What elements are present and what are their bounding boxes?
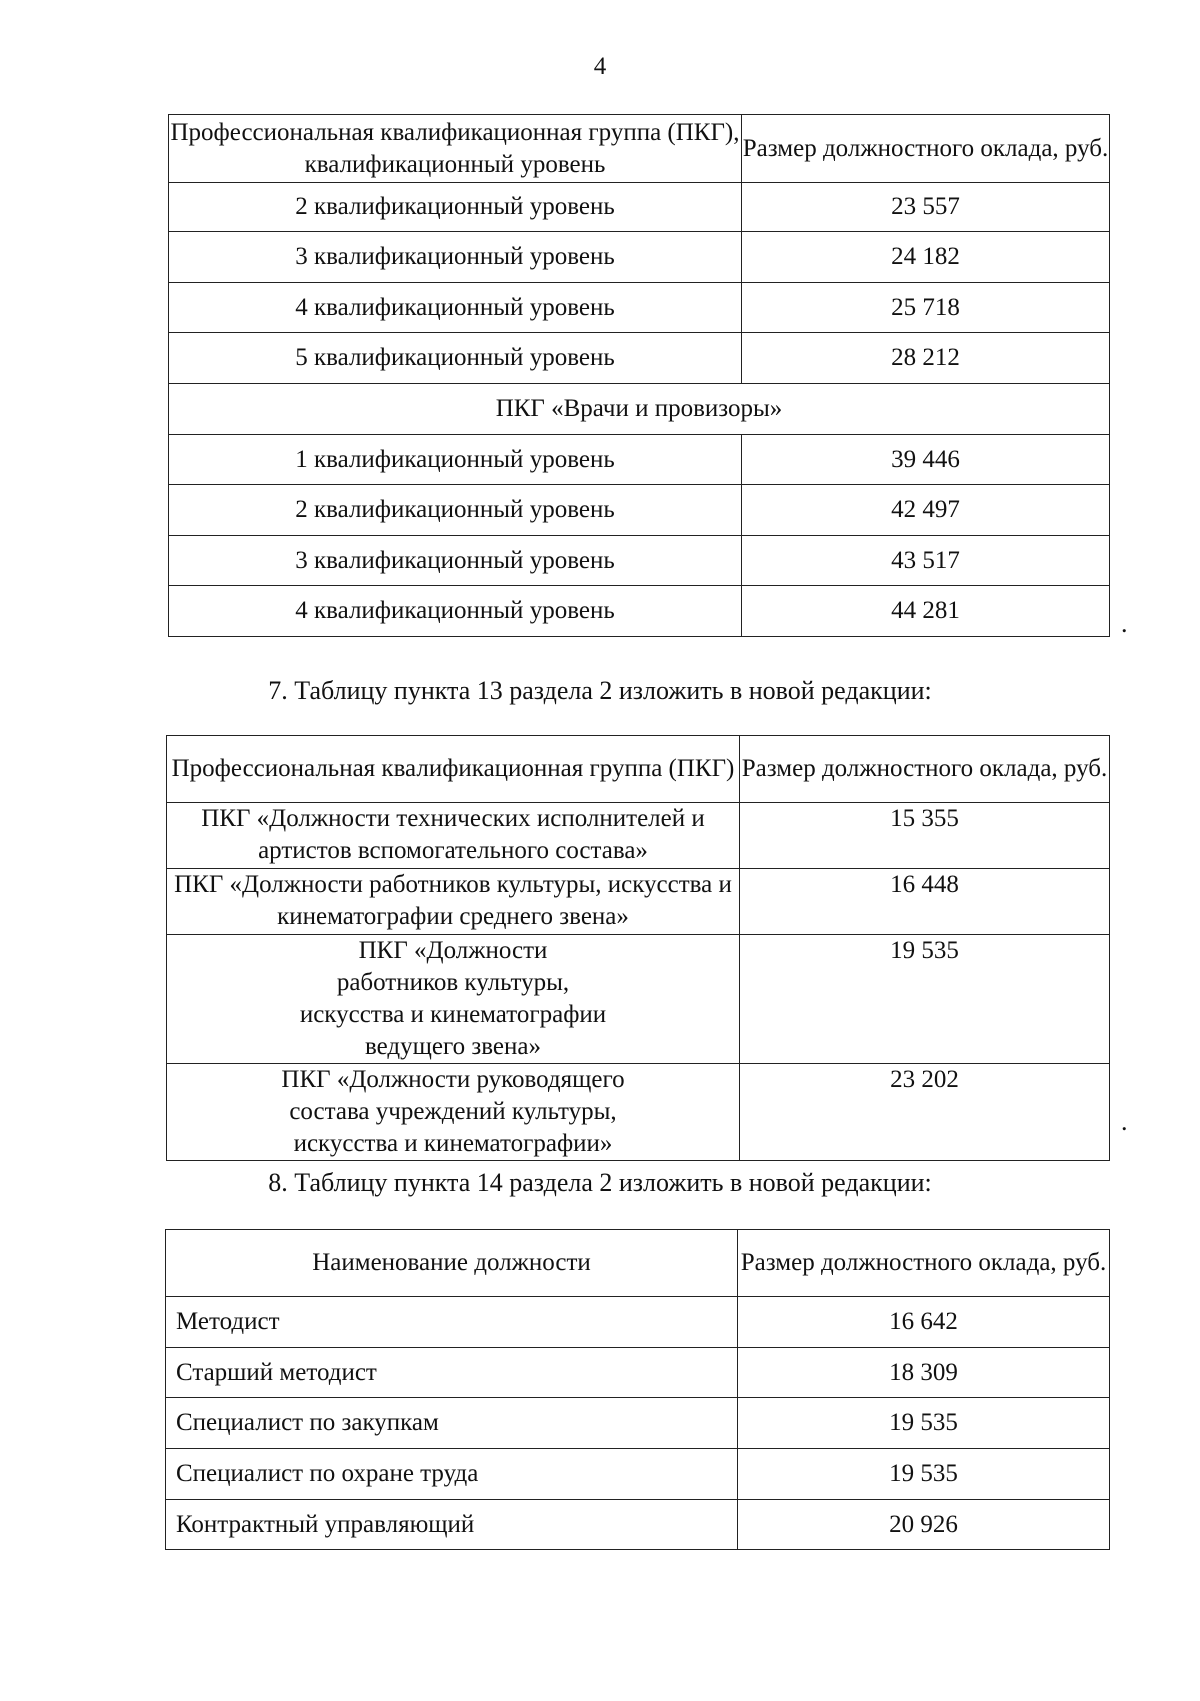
group-cell: ПКГ «Должности работников культуры, искусства и кинематографии ведущего звена» (167, 935, 740, 1064)
position-cell: Специалист по охране труда (166, 1449, 738, 1500)
table-row (167, 1064, 1110, 1161)
table-header-row (166, 1230, 1110, 1297)
table-row (169, 586, 1110, 637)
level-cell: 2 квалификационный уровень (169, 485, 742, 536)
header-position: Наименование должности (166, 1230, 738, 1297)
salary-table-continuation (168, 114, 1110, 637)
salary-cell: 44 281 (742, 586, 1110, 637)
salary-cell: 20 926 (738, 1500, 1110, 1550)
table-header-row (167, 736, 1110, 803)
salary-cell: 24 182 (742, 232, 1110, 283)
section-7-end-mark: . (1121, 1107, 1128, 1136)
position-cell: Специалист по закупкам (166, 1398, 738, 1449)
table-row (166, 1348, 1110, 1398)
table-row (166, 1297, 1110, 1348)
group-title-doctors: ПКГ «Врачи и провизоры» (169, 384, 1110, 435)
table-header-row (169, 115, 1110, 183)
group-cell: ПКГ «Должности руководящего состава учреждений культуры, искусства и кинематографии» (167, 1064, 740, 1161)
section-8-instruction: 8. Таблицу пункта 14 раздела 2 изложить в новой редакции: (268, 1168, 932, 1197)
group-title-row (169, 384, 1110, 435)
salary-cell: 42 497 (742, 485, 1110, 536)
table-row (169, 232, 1110, 283)
salary-cell: 19 535 (738, 1449, 1110, 1500)
table1-end-mark: . (1121, 609, 1128, 638)
table-row (167, 869, 1110, 935)
table-row (169, 183, 1110, 232)
header-salary: Размер должностного оклада, руб. (740, 736, 1110, 803)
table-row (166, 1398, 1110, 1449)
salary-cell: 25 718 (742, 283, 1110, 333)
salary-table-section-7 (166, 735, 1110, 1161)
header-group: Профессиональная квалификационная группа (ПКГ) (167, 736, 740, 803)
salary-table-section-8 (165, 1229, 1110, 1550)
salary-cell: 28 212 (742, 333, 1110, 384)
salary-cell: 18 309 (738, 1348, 1110, 1398)
section-7-instruction: 7. Таблицу пункта 13 раздела 2 изложить в новой редакции: (268, 676, 932, 705)
group-cell: ПКГ «Должности технических исполнителей и артистов вспомогательного состава» (167, 803, 740, 869)
salary-cell: 19 535 (740, 935, 1110, 1064)
group-cell: ПКГ «Должности работников культуры, искусства и кинематографии среднего звена» (167, 869, 740, 935)
salary-cell: 23 557 (742, 183, 1110, 232)
table-row (167, 935, 1110, 1064)
salary-cell: 16 642 (738, 1297, 1110, 1348)
level-cell: 5 квалификационный уровень (169, 333, 742, 384)
table-row (166, 1449, 1110, 1500)
level-cell: 3 квалификационный уровень (169, 232, 742, 283)
level-cell: 4 квалификационный уровень (169, 586, 742, 637)
salary-cell: 19 535 (738, 1398, 1110, 1449)
table-row (169, 485, 1110, 536)
position-cell: Контрактный управляющий (166, 1500, 738, 1550)
table-row (169, 333, 1110, 384)
salary-cell: 23 202 (740, 1064, 1110, 1161)
header-salary: Размер должностного оклада, руб. (738, 1230, 1110, 1297)
table-row (169, 435, 1110, 485)
salary-cell: 16 448 (740, 869, 1110, 935)
level-cell: 3 квалификационный уровень (169, 536, 742, 586)
position-cell: Старший методист (166, 1348, 738, 1398)
table-row (167, 803, 1110, 869)
header-salary: Размер должностного оклада, руб. (742, 115, 1110, 183)
level-cell: 4 квалификационный уровень (169, 283, 742, 333)
position-cell: Методист (166, 1297, 738, 1348)
table-row (166, 1500, 1110, 1550)
salary-cell: 39 446 (742, 435, 1110, 485)
salary-cell: 43 517 (742, 536, 1110, 586)
level-cell: 1 квалификационный уровень (169, 435, 742, 485)
table-row (169, 536, 1110, 586)
table-row (169, 283, 1110, 333)
level-cell: 2 квалификационный уровень (169, 183, 742, 232)
header-group-level: Профессиональная квалификационная группа (ПКГ), квалификационный уровень (169, 115, 742, 183)
salary-cell: 15 355 (740, 803, 1110, 869)
page-number: 4 (593, 53, 607, 80)
